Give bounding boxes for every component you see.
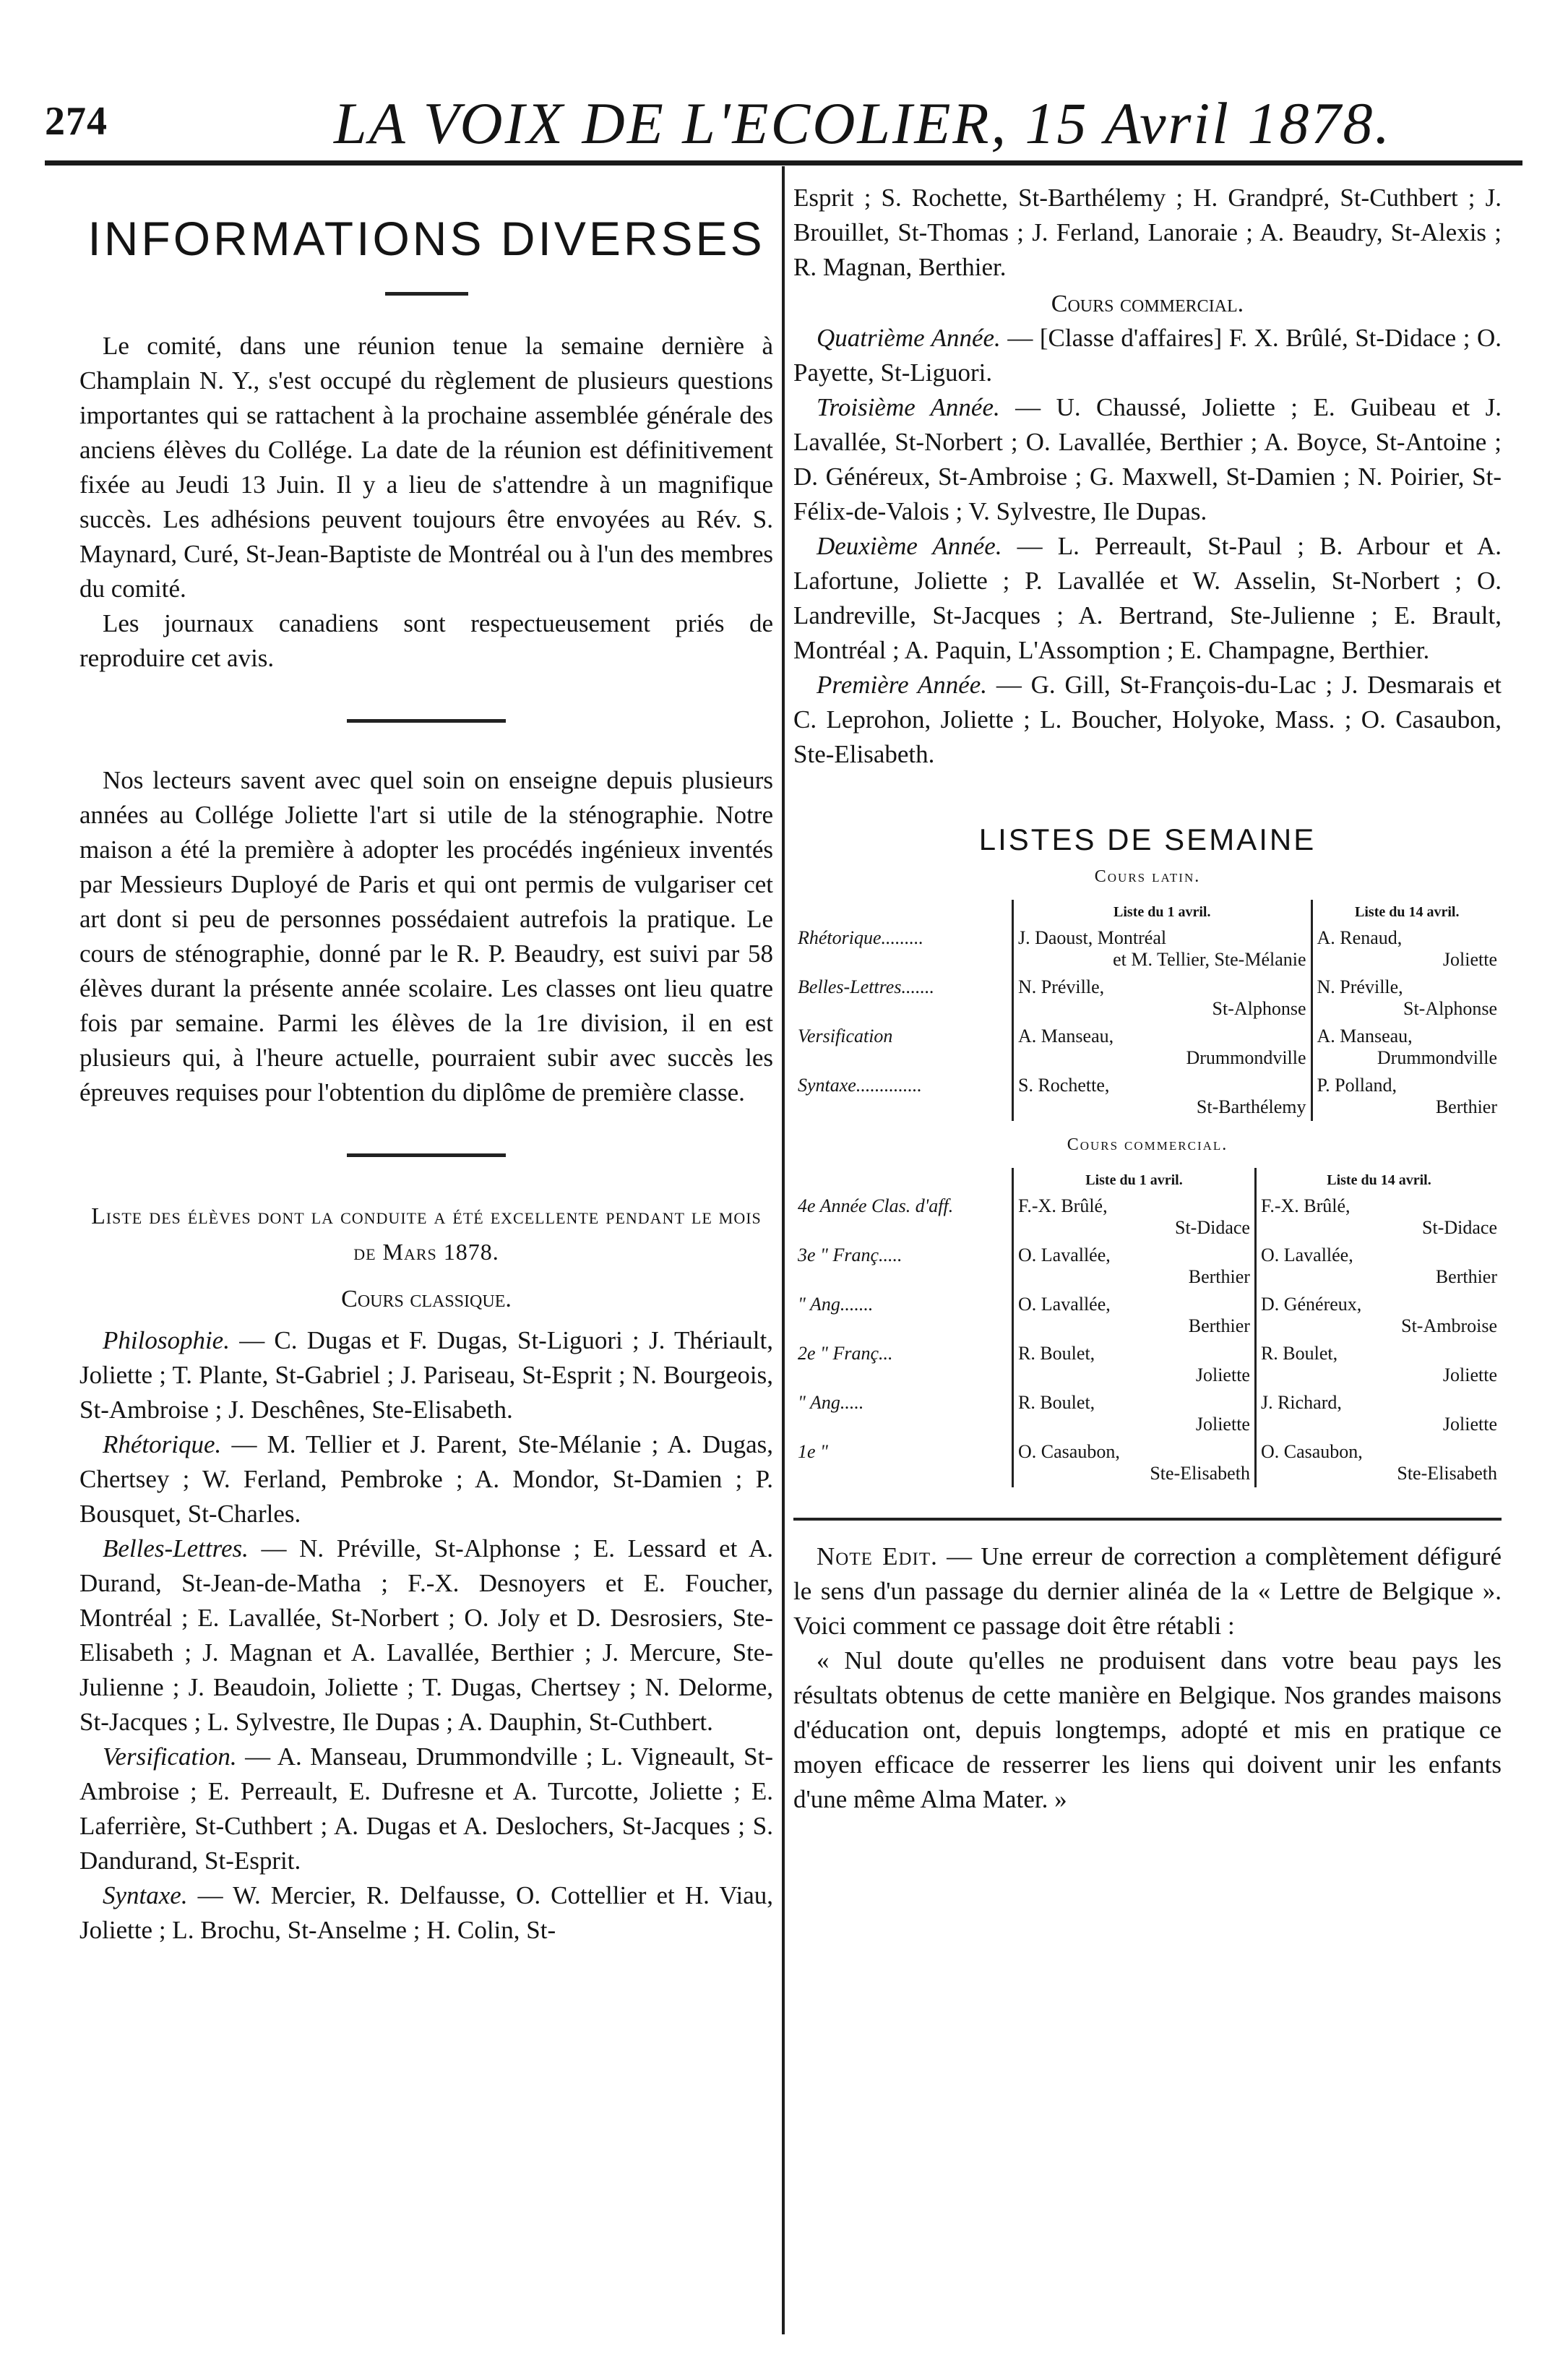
entry-text: — N. Préville, St-Alphonse ; E. Lessard et A. Durand, St-Jean-de-Matha ; F.-X. Desnoyers et E. Foucher, Montréal ; E. Lavallée, St-Norbert ; O. Joly et D. Desrosiers, Ste-Elisabeth ; J. Magnan et A. Lavallée, Berthier ; J. Mercure, Ste-Julienne ; J. Beaudoin, Joliette ; T. Dugas, Chertsey ; N. Delorme, St-Jacques ; L. Sylvestre, Ile Dupas ; A. Dauphin, St-Cuthbert. — [79, 1534, 773, 1736]
table-cell — [1013, 1389, 1256, 1438]
cours-classique-heading: Cours classique. — [341, 1286, 512, 1312]
table-cell — [1013, 1340, 1256, 1389]
table-row — [793, 973, 1502, 1023]
header-rule — [45, 160, 1522, 166]
entry-text: — L. Perreault, St-Paul ; B. Arbour et A. Lafortune, Joliette ; P. Lavallée et W. Asselin, St-Norbert ; O. Landreville, St-Jacques ; A. Bertrand, Ste-Julienne ; E. Brault, Montréal ; A. Paquin, L'Assomption ; E. Champagne, Berthier. — [793, 532, 1502, 664]
entry-text: — A. Manseau, Drummondville ; L. Vigneault, St-Ambroise ; E. Perreault, E. Dufresne et A. Turcotte, Joliette ; E. Laferrière, St-Cuthbert ; A. Dugas et A. Deslochers, St-Jacques ; S. Dandurand, St-Esprit. — [79, 1742, 773, 1875]
table-row — [793, 1291, 1502, 1340]
right-column — [793, 181, 1502, 1817]
note-quote: « Nul doute qu'elles ne produisent dans votre beau pays les résultats obtenus de cette manière en Belgique. Nos grandes maisons d'éducation ont, depuis longtemps, adopté et mis en pratique ce moyen efficace de resserrer les liens qui doivent unir les enfants d'une même Alma Mater. » — [793, 1646, 1502, 1813]
table-row — [793, 1023, 1502, 1072]
cell-place: Berthier — [1188, 1266, 1250, 1287]
column-divider — [782, 166, 785, 2334]
cell-name: A. Renaud, — [1317, 927, 1403, 948]
entry-text: — U. Chaussé, Joliette ; E. Guibeau et J. Lavallée, St-Norbert ; O. Lavallée, Berthier ; A. Boyce, St-Antoine ; D. Généreux, St-Ambroise ; G. Maxwell, St-Damien ; N. Poirier, St-Félix-de-Valois ; V. Sylvestre, Ile Dupas. — [793, 393, 1502, 525]
paragraph-stenographie: Nos lecteurs savent avec quel soin on enseigne depuis plusieurs années au Collége Joliette l'art si utile de la sténographie. Notre maison a été la première à adopter les procédés ingénieux inventés par Messieurs Duployé de Paris et qui ont permis de vulgariser cet art dont si peu de personnes possédaient autrefois la pratique. Le cours de sténographie, donné par le R. P. Beaudry, est suivi par 58 élèves durant la présente année scolaire. Les classes ont lieu quatre fois par semaine. Parmi les élèves de la 1re division, il en est plusieurs qui, à l'heure actuelle, pourraient subir avec succès les épreuves requises pour l'obtention du diplôme de première classe. — [79, 766, 773, 1106]
table-row — [793, 1242, 1502, 1291]
cell-name: R. Boulet, — [1018, 1392, 1095, 1413]
cell-place: Berthier — [1435, 1096, 1497, 1117]
row-label: " Ang....... — [798, 1294, 874, 1315]
table-row — [793, 924, 1502, 973]
entry-label: Quatrième Année. — [817, 324, 1001, 352]
cell-place: Joliette — [1195, 1364, 1250, 1385]
cell-name: O. Casaubon, — [1260, 1441, 1363, 1462]
entry-label: Première Année. — [817, 671, 988, 699]
column-header: Liste du 1 avril. — [1013, 900, 1312, 924]
cell-name: A. Manseau, — [1018, 1026, 1114, 1046]
column-header: Liste du 14 avril. — [1255, 1168, 1502, 1192]
cell-place: Joliette — [1442, 1414, 1497, 1435]
cell-place: St-Alphonse — [1403, 998, 1497, 1019]
cell-place: St-Ambroise — [1401, 1315, 1497, 1336]
table-cell — [1255, 1389, 1502, 1438]
entry-text: — C. Dugas et F. Dugas, St-Liguori ; J. Thériault, Joliette ; T. Plante, St-Gabriel ; J. Pariseau, St-Esprit ; N. Bourgeois, St-Ambroise ; J. Deschênes, Ste-Elisabeth. — [79, 1326, 773, 1424]
entry-text: — W. Mercier, R. Delfausse, O. Cottellier et H. Viau, Joliette ; L. Brochu, St-Anselme ; H. Colin, St- — [79, 1881, 773, 1944]
paragraph-continued: Esprit ; S. Rochette, St-Barthélemy ; H. Grandpré, St-Cuthbert ; J. Brouillet, St-Thomas ; J. Ferland, Lanoraie ; A. Beaudry, St-Alexis ; R. Magnan, Berthier. — [793, 184, 1502, 281]
table-cell — [1311, 1023, 1502, 1072]
note-label: Note Edit. — [817, 1542, 938, 1570]
list-heading: Liste des élèves dont la conduite a été excellente pendant le mois de Mars 1878. — [91, 1203, 762, 1265]
list-entry — [793, 529, 1502, 668]
table-cell — [1311, 1072, 1502, 1121]
cell-place: Joliette — [1195, 1414, 1250, 1435]
table-cell — [1255, 1192, 1502, 1242]
table-cell — [1013, 1192, 1256, 1242]
list-entry — [793, 668, 1502, 772]
table-row — [793, 1072, 1502, 1121]
cell-place: Joliette — [1442, 949, 1497, 970]
entry-text: — [Classe d'affaires] F. X. Brûlé, St-Didace ; O. Payette, St-Liguori. — [793, 324, 1502, 387]
cell-name: F.-X. Brûlé, — [1260, 1195, 1351, 1216]
cell-place: Ste-Elisabeth — [1150, 1463, 1250, 1484]
cell-name: O. Lavallée, — [1018, 1294, 1111, 1315]
cell-name: A. Manseau, — [1317, 1026, 1413, 1046]
table-corner — [793, 900, 1013, 924]
list-entry — [79, 1531, 773, 1740]
row-label: 3e " Franç..... — [798, 1245, 903, 1265]
cell-place: St-Didace — [1422, 1217, 1497, 1238]
commercial-weekly-table — [793, 1168, 1502, 1487]
cell-name: N. Préville, — [1018, 976, 1105, 997]
paragraph-reunion: Le comité, dans une réunion tenue la semaine dernière à Champlain N. Y., s'est occupé du règlement de plusieurs questions importantes qui se rattachent à la prochaine assemblée générale des anciens élèves du Collége. La date de la réunion est définitivement fixée au Jeudi 13 Juin. Il y a lieu de s'attendre à un magnifique succès. Les adhésions peuvent toujours être envoyées au Rév. S. Maynard, Curé, St-Jean-Baptiste de Montréal ou à l'un des membres du comité. — [79, 332, 773, 603]
cell-place: St-Alphonse — [1212, 998, 1306, 1019]
entry-text: — G. Gill, St-François-du-Lac ; J. Desmarais et C. Leprohon, Joliette ; L. Boucher, Holyoke, Mass. ; O. Casaubon, Ste-Elisabeth. — [793, 671, 1502, 768]
row-label: 2e " Franç... — [798, 1343, 893, 1364]
cell-place: St-Barthélemy — [1196, 1096, 1306, 1117]
cell-name: R. Boulet, — [1018, 1343, 1095, 1364]
table-corner — [793, 1168, 1013, 1192]
entry-label: Belles-Lettres. — [103, 1534, 249, 1563]
table-cell — [1013, 1291, 1256, 1340]
separator-rule — [347, 719, 506, 723]
cell-place: St-Didace — [1174, 1217, 1250, 1238]
table-cell — [1013, 973, 1312, 1023]
column-header: Liste du 1 avril. — [1013, 1168, 1256, 1192]
separator-rule — [793, 1518, 1502, 1521]
table-cell — [1255, 1438, 1502, 1487]
entry-label: Deuxième Année. — [817, 532, 1002, 560]
cell-name: D. Généreux, — [1260, 1294, 1362, 1315]
note-text: — Une erreur de correction a complètement défiguré le sens d'un passage du dernier alinéa de la « Lettre de Belgique ». Voici comment ce passage doit être rétabli : — [793, 1542, 1502, 1640]
left-column — [79, 181, 773, 1948]
cell-name: J. Daoust, Montréal — [1018, 927, 1167, 948]
table-cell — [1013, 1242, 1256, 1291]
title-rule — [385, 292, 468, 296]
row-label: Belles-Lettres....... — [798, 976, 934, 997]
cell-place: Ste-Elisabeth — [1397, 1463, 1497, 1484]
row-label: Rhétorique......... — [798, 927, 924, 948]
cell-name: O. Lavallée, — [1260, 1245, 1353, 1265]
editor-note — [793, 1539, 1502, 1643]
entry-label: Versification. — [103, 1742, 237, 1771]
cell-name: J. Richard, — [1260, 1392, 1342, 1413]
list-entry — [793, 390, 1502, 529]
table-cell — [1013, 1072, 1312, 1121]
cell-place: Drummondville — [1377, 1047, 1497, 1068]
table-cell — [1013, 924, 1312, 973]
cell-name: R. Boulet, — [1260, 1343, 1338, 1364]
table-cell — [1255, 1340, 1502, 1389]
list-entry — [79, 1323, 773, 1427]
table-cell — [1311, 973, 1502, 1023]
column-header: Liste du 14 avril. — [1311, 900, 1502, 924]
cell-name: S. Rochette, — [1018, 1075, 1110, 1096]
table-cell — [1013, 1438, 1256, 1487]
cell-name: P. Polland, — [1317, 1075, 1397, 1096]
cell-place: et M. Tellier, Ste-Mélanie — [1113, 949, 1306, 970]
row-label: " Ang..... — [798, 1392, 864, 1413]
page-number: 274 — [45, 99, 108, 144]
cell-place: Drummondville — [1186, 1047, 1306, 1068]
list-entry — [79, 1878, 773, 1948]
cell-name: O. Lavallée, — [1018, 1245, 1111, 1265]
table-cell — [1255, 1242, 1502, 1291]
page-header — [45, 85, 1526, 165]
table-cell — [1311, 924, 1502, 973]
cours-latin-heading: Cours latin. — [1094, 867, 1201, 886]
masthead-title: LA VOIX DE L'ECOLIER, 15 Avril 1878. — [334, 90, 1392, 156]
cours-commercial-heading: Cours commercial. — [1051, 291, 1244, 317]
entry-text: — M. Tellier et J. Parent, Ste-Mélanie ; A. Dugas, Chertsey ; W. Ferland, Pembroke ; A. Mondor, St-Damien ; P. Bousquet, St-Charles. — [79, 1430, 773, 1528]
table-row — [793, 1438, 1502, 1487]
list-entry — [793, 321, 1502, 390]
section-title: INFORMATIONS DIVERSES — [87, 212, 765, 265]
table-row — [793, 1192, 1502, 1242]
cours-commercial-table-heading: Cours commercial. — [1067, 1135, 1228, 1154]
cell-place: Berthier — [1188, 1315, 1250, 1336]
paragraph-journaux: Les journaux canadiens sont respectueusement priés de reproduire cet avis. — [79, 609, 773, 672]
cell-name: N. Préville, — [1317, 976, 1403, 997]
row-label: 4e Année Clas. d'aff. — [798, 1195, 954, 1216]
table-cell — [1013, 1023, 1312, 1072]
list-entry — [79, 1427, 773, 1531]
cell-place: Joliette — [1442, 1364, 1497, 1385]
row-label: Syntaxe.............. — [798, 1075, 922, 1096]
listes-title: LISTES DE SEMAINE — [978, 822, 1317, 856]
cell-name: O. Casaubon, — [1018, 1441, 1120, 1462]
row-label: Versification — [798, 1026, 893, 1046]
row-label: 1e " — [798, 1441, 828, 1462]
entry-label: Troisième Année. — [817, 393, 1000, 421]
cell-name: F.-X. Brûlé, — [1018, 1195, 1108, 1216]
list-entry — [79, 1740, 773, 1878]
entry-label: Syntaxe. — [103, 1881, 188, 1909]
entry-label: Rhétorique. — [103, 1430, 222, 1458]
table-row — [793, 1340, 1502, 1389]
entry-label: Philosophie. — [103, 1326, 230, 1354]
cell-place: Berthier — [1435, 1266, 1497, 1287]
table-cell — [1255, 1291, 1502, 1340]
table-row — [793, 1389, 1502, 1438]
separator-rule — [347, 1153, 506, 1157]
latin-weekly-table — [793, 900, 1502, 1121]
